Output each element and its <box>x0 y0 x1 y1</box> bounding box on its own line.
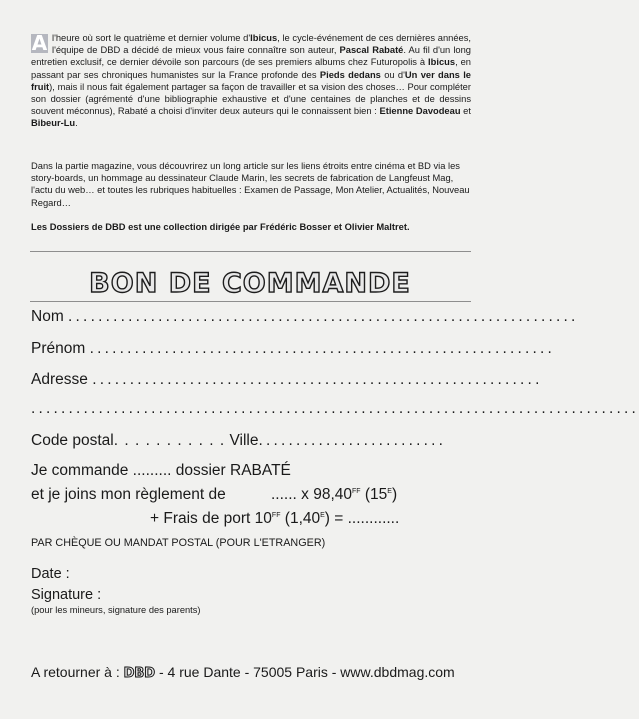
top-divider <box>30 251 471 252</box>
order-quantity-line: Je commande ......... dossier RABATÉ <box>31 462 291 479</box>
signature-note: (pour les mineurs, signature des parents) <box>31 605 201 615</box>
nom-dotted-line[interactable]: .................................................................... <box>68 308 579 325</box>
adresse-line-2[interactable] <box>31 400 639 418</box>
return-address: A retourner à : DBD - 4 rue Dante - 75005 Paris - www.dbdmag.com <box>31 664 455 681</box>
payment-method-note: PAR CHÈQUE OU MANDAT POSTAL (POUR L'ETRANGER) <box>31 537 326 549</box>
dbd-logo: DBD <box>123 666 156 681</box>
shipping-line: + Frais de port $10^{FF}$ $(1,40^E)$ = ............ <box>150 510 400 527</box>
ville-dotted-line[interactable]: ......................... <box>258 432 447 449</box>
signature-label[interactable]: Signature : <box>31 587 102 603</box>
magazine-paragraph: Dans la partie magazine, vous découvrirez un long article sur les liens étroits entre cinéma et BD via les story-boards, un hommage au dessinateur Claude Marin, les secrets de fabrication de Langfeust Mag, l'actu du web… et toutes les rubriques habituelles : Examen de Passage, Mon Atelier, Actualités, Nouveau Regard… <box>31 161 470 208</box>
form-title: BON DE COMMANDE <box>89 268 411 299</box>
date-label[interactable]: Date : <box>31 566 70 582</box>
payment-amount-line: et je joins mon règlement de ...... x $98,40^{FF}$ $(15^E)$ <box>31 486 398 503</box>
adresse-dotted-line-2[interactable]: ................................................................................. <box>31 400 639 417</box>
quantity-dotted-line[interactable]: ......... <box>132 462 172 479</box>
ville-label: Ville <box>229 432 259 449</box>
title-divider <box>30 301 471 302</box>
adresse-label: Adresse <box>31 371 88 388</box>
drop-cap: A <box>31 31 48 55</box>
prenom-label: Prénom <box>31 340 86 357</box>
adresse-field[interactable] <box>31 371 543 389</box>
prenom-field[interactable] <box>31 340 555 358</box>
nom-field[interactable] <box>31 308 578 326</box>
intro-paragraph: A l'heure où sort le quatrième et dernier volume d'Ibicus, le cycle-événement de ces dernières années, l'équipe de DBD a décidé de mieux vous faire connaître son auteur, Pascal Rabaté. Au fil d'un long entretien exclusif, ce dernier dévoile son parcours (de ses premiers albums chez Futuropolis à Ibicus, en passant par ses chroniques humanistes sur la France profonde des Pieds dedans ou d'Un ver dans le fruit), mais il nous fait également partager sa façon de travailler et sa vision des choses… Pour compléter son dossier (agrémenté d'une bibliographie exhaustive et d'une centaines de planches et de dessins souvent méconnus), Rabaté a choisi d'inviter deux auteurs qui le connaissent bien : Etienne Davodeau et Bibeur-Lu. <box>31 31 471 129</box>
adresse-dotted-line[interactable]: ............................................................ <box>92 371 543 388</box>
cp-dotted-line[interactable]: . . . . . . . . . . . <box>113 432 226 449</box>
cp-ville-field[interactable] <box>31 432 446 450</box>
amount-calculation: ...... x $98,40^{FF}$ $(15^E)$ <box>271 486 398 503</box>
collection-credit: Les Dossiers de DBD est une collection dirigée par Frédéric Bosser et Olivier Maltret. <box>31 222 410 232</box>
nom-label: Nom <box>31 308 64 325</box>
cp-label: Code postal <box>31 432 114 449</box>
prenom-dotted-line[interactable]: .............................................................. <box>89 340 555 357</box>
